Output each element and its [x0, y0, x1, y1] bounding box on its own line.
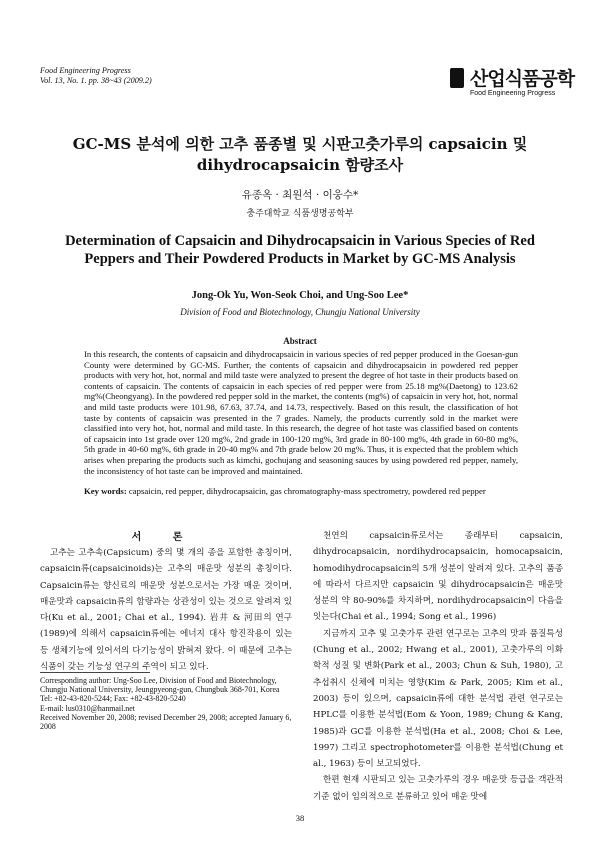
- footnote-tel-fax: Tel: +82-43-820-5244; Fax: +82-43-820-5240: [40, 694, 186, 704]
- logo-sub-text: Food Engineering Progress: [470, 90, 556, 97]
- affiliation-english: Division of Food and Biotechnology, Chungju National University: [180, 307, 420, 317]
- keywords: [84, 486, 524, 497]
- title-english: Determination of Capsaicin and Dihydrocapsaicin in Various Species of Red Peppers and Their Powdered Products in Market by GC-MS Analysis: [65, 233, 535, 267]
- body-paragraph: 천연의 capsaicin류로서는 종래부터 capsaicin, dihydrocapsaicin, nordihydrocapsaicin, homocapsaicin, homodihydrocapsaicin의 5개 성분이 알려져 있다. 고추의 품종에 따라서 다르지만 capsaicin 및 dihydrocapsaicin은 매운맛 성분의 약 80-90%를 차지하며, nordihydrocapsaicin이 다음을 잇는다(Chai et al., 1994; Song et al., 1996): [313, 531, 563, 623]
- body-paragraph: 지금까지 고추 및 고춧가루 관련 연구로는 고추의 맛과 품질특성(Chung et al., 2002; Hwang et al., 2001), 고춧가루의 이화학적 성질 및 변화(Park et al., 2003; Chun & Suh, 1980), 고추섭취시 신체에 미치는 영향(Kim & Park, 2005; Kim et al., 2003) 등이 있으며, capsaicin류에 대한 분석법 관련 연구로는 HPLC를 이용한 분석법(Eom & Yoon, 1989; Chung & Kang, 1985)과 GC를 이용한 분석법(Ha et al., 2008; Choi & Lee, 1997) 그리고 spectrophotometer를 이용한 분석법(Chung et al., 1963) 등이 보고되었다.: [313, 628, 563, 770]
- journal-volume-info: Vol. 13, No. 1. pp. 38~43 (2009.2): [40, 76, 152, 85]
- journal-header: [40, 66, 152, 86]
- logo-main-text: 산업식품공학: [470, 68, 575, 90]
- journal-logo: [450, 64, 575, 102]
- section-title-introduction: 서 론: [131, 532, 197, 543]
- footnote-corresponding: Corresponding author: Ung-Soo Lee, Division of Food and Biotechnology, Chungju National University, Jeungpyeong-gun, Chungbuk 368-701, Korea: [40, 676, 280, 695]
- footnote-received: Received November 20, 2008; revised December 29, 2008; accepted January 6, 2008: [40, 712, 292, 732]
- body-left-column: 고추는 고추속(Capsicum) 중의 몇 개의 종을 포함한 총칭이며, capsaicin류(capsaicinoids)는 고추의 매운맛 성분의 총칭이다. Capsaicin류는 향신료의 매운맛 성분으로서는 가장 매운 것이며, 매운맛과 capsaicin류의 함량과는 상관성이 있는 것으로 알려져 있다(Ku et al., 2001; Chai et al., 1994). 岩井 & 河田의 연구(1989)에 의해서 capsaicin류에는 에너지 대사 항진작용이 있는 등 생체기능에 있어서의 다기능성이 밝혀져 왔다. 이 때문에 고추는 식품이 갖는 기능성 연구의 주역이 되고 있다.: [40, 548, 292, 673]
- body-right-column: [313, 528, 563, 805]
- authors-korean: 유종옥 · 최원석 · 이웅수*: [241, 189, 359, 201]
- keywords-text: capsaicin, red pepper, dihydrocapsaicin, gas chromatography-mass spectrometry, powdered red pepper: [128, 486, 486, 496]
- journal-name: Food Engineering Progress: [40, 66, 131, 75]
- page-number: 38: [295, 813, 305, 823]
- title-korean: GC-MS 분석에 의한 고추 품종별 및 시판고춧가루의 capsaicin 및 dihydrocapsaicin 함량조사: [72, 135, 528, 174]
- keywords-label: Key words:: [84, 486, 127, 496]
- logo-mark-icon: [450, 68, 464, 88]
- authors-english: Jong-Ok Yu, Won-Seok Choi, and Ung-Soo Lee*: [191, 290, 409, 301]
- affiliation-korean: 충주대학교 식품생명공학부: [246, 209, 354, 219]
- body-paragraph: 한편 현재 시판되고 있는 고춧가루의 경우 매운맛 등급을 객관적 기준 없이 임의적으로 분류하고 있어 매운 맛에: [313, 775, 563, 802]
- footnote: [40, 676, 296, 731]
- abstract-heading: Abstract: [283, 336, 317, 346]
- footnote-email: E-mail: lus0310@hanmail.net: [40, 703, 135, 713]
- footnote-divider: [40, 672, 150, 673]
- abstract-text: In this research, the contents of capsaicin and dihydrocapsaicin in various species of red pepper produced in the Goesan-gun County were determined by GC-MS. Further, the contents of capsaicin and dihydrocapsaicin in powdered red pepper products with very hot, hot, normal and mild taste were analyzed to present the degree of hot taste in their products based on contents of capsaicin. The contents of capsaicin in each species of red pepper were from 25.18 mg%(Daetong) to 123.62 mg%(Cheongyang). In the powdered red pepper sold in the market, the contents (mg%) of capsaicin in very hot, hot, normal and mild taste products were 101.98, 67.63, 37.74, and 14.73, respectively. Based on this result, the classification of hot taste by contents of capsaicin was presented in the 7 grades. Namely, the products currently sold in the market were classified into very hot, hot, normal and mild taste. In this research, the degree of hot taste was classified based on contents of capsaicin into 1st grade over 120 mg%, 2nd grade in 100-120 mg%, 3rd grade in 80-100 mg%, 4th grade in 60-80 mg%, 5th grade in 40-60 mg%, 6th grade in 20-40 mg% and 7th grade below 20 mg%. Thus, it is expected that the problem which arises when preparing the products such as kimchi, gochujang and seasoning sauces by using powdered red pepper, namely, the inconsistency of hot taste can be improved and maintained.: [84, 349, 518, 476]
